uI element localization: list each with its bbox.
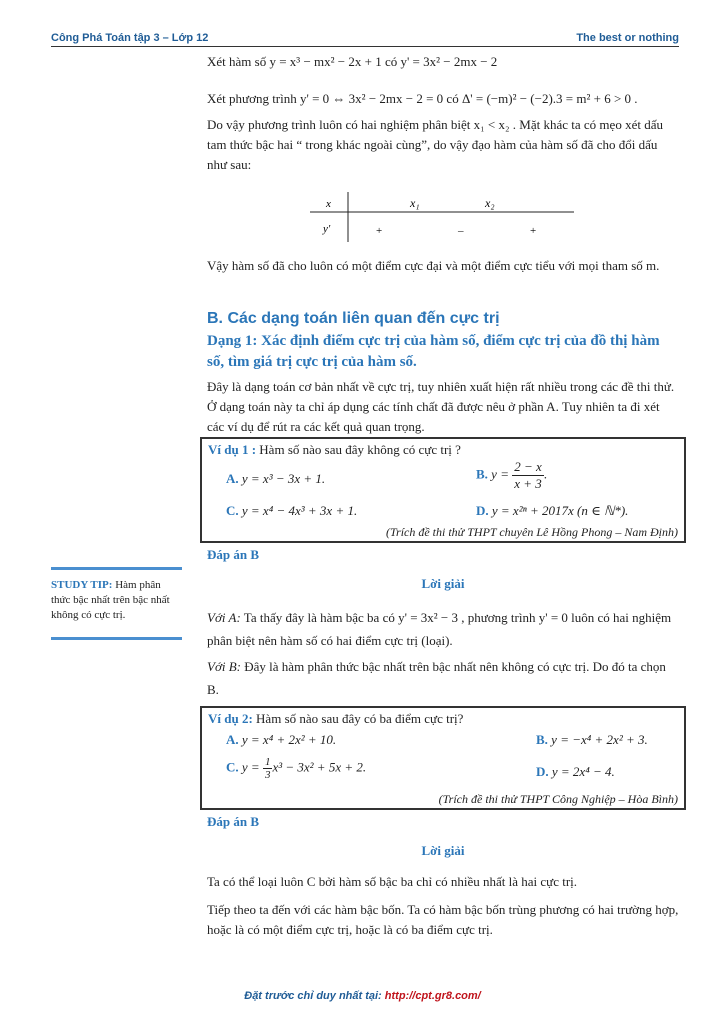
solution-1-heading: Lời giải — [421, 576, 465, 591]
solution-1-lead-b: Với B: — [207, 659, 242, 674]
conclusion-text: Vậy hàm số đã cho luôn có một điểm cực đại và một điểm cực tiểu với mọi tham số m. — [207, 258, 660, 273]
study-tip-label: STUDY TIP: — [51, 579, 113, 591]
dang-1-heading: Dạng 1: Xác định điểm cực trị của hàm số, điểm cực trị của đồ thị hàm số, tìm giá trị cực trị của hàm số. — [207, 333, 660, 370]
solution-1-paragraph-2 — [207, 655, 679, 701]
option-b-text: y = −x⁴ + 2x² + 3. — [551, 732, 648, 747]
option-b-numerator: 2 − x — [514, 459, 542, 474]
option-a-text: y = x⁴ + 2x² + 10. — [241, 732, 337, 747]
example-1-option-c — [226, 503, 357, 519]
sign-table-x-label: x — [326, 198, 331, 210]
footer-lead: Đặt trước chỉ duy nhất tại: — [244, 990, 382, 1002]
solution-1-paragraph-1 — [207, 606, 679, 652]
example-1-option-b — [476, 459, 547, 492]
study-tip-bottom-bar — [51, 637, 182, 640]
sign-table-sign-1: + — [376, 225, 383, 237]
header-book-title: Công Phá Toán tập 3 – Lớp 12 — [51, 32, 209, 44]
option-c-label: C. — [226, 503, 239, 518]
option-a-label: A. — [226, 732, 239, 747]
example-2-source: (Trích đề thi thử THPT Công Nghiệp – Hòa Bình) — [438, 792, 678, 806]
footer — [0, 990, 725, 1002]
study-tip — [51, 578, 176, 623]
example-2-option-d — [536, 764, 615, 780]
sign-table — [310, 192, 580, 242]
example-2-option-a — [226, 732, 336, 748]
section-b-heading: B. Các dạng toán liên quan đến cực trị — [207, 310, 500, 327]
example-1-box — [200, 437, 686, 543]
sign-table-x1: x₁ — [410, 196, 420, 210]
solution-1-text-a: Ta thấy đây là hàm bậc ba có y' = 3x² − 3 , phương trình y' = 0 luôn có hai nghiệm phân biệt nên hàm số có hai điểm cực trị (loại). — [207, 610, 672, 648]
footer-link[interactable]: http://cpt.gr8.com/ — [384, 990, 481, 1002]
sign-table-yprime-label: y' — [323, 223, 331, 235]
solution-1-lead-a: Với A: — [207, 610, 241, 625]
answer-2: Đáp án B — [207, 814, 260, 829]
sign-table-sign-3: + — [530, 225, 537, 237]
example-2-question-row — [208, 711, 463, 727]
option-c-label: C. — [226, 759, 239, 775]
example-1-option-a — [226, 471, 325, 487]
sign-table-sign-2: – — [458, 225, 464, 237]
option-d-text: y = x²ⁿ + 2017x (n ∈ ℕ*). — [491, 503, 629, 518]
option-b-denominator: x + 3 — [514, 476, 542, 491]
option-c-fraction — [263, 756, 273, 781]
option-b-fraction — [512, 459, 544, 492]
example-1-title: Ví dụ 1 : — [208, 442, 257, 457]
option-c-numerator: 1 — [264, 756, 271, 768]
example-2-title: Ví dụ 2: — [208, 711, 253, 726]
solution-2-paragraph-1: Ta có thể loại luôn C bởi hàm số bậc ba chỉ có nhiều nhất là hai cực trị. — [207, 874, 578, 889]
option-c-text: y = x⁴ − 4x³ + 3x + 1. — [241, 503, 358, 518]
intro-line-1: Xét hàm số y = x³ − mx² − 2x + 1 có y' = 3x² − 2mx − 2 — [207, 54, 498, 69]
solution-2-heading: Lời giải — [421, 843, 465, 858]
option-c-prefix: y = — [241, 759, 260, 775]
dang-1-paragraph: Đây là dạng toán cơ bản nhất về cực trị, tuy nhiên xuất hiện rất nhiều trong các đề thi thử. Ở dạng toán này ta chỉ áp dụng các tính chất đã được nêu ở phần A. Tuy nhiên ta đi xét các ví dụ để rút ra các kết quả quan trọng. — [207, 379, 675, 434]
option-b-label: B. — [476, 466, 488, 482]
study-tip-text: Hàm phân thức bậc nhất trên bậc nhất không có cực trị. — [51, 579, 170, 621]
option-c-suffix: x³ − 3x² + 5x + 2. — [272, 759, 367, 775]
example-2-question: Hàm số nào sau đây có ba điểm cực trị? — [256, 711, 464, 726]
solution-1-text-b: Đây là hàm phân thức bậc nhất trên bậc nhất nên không có cực trị. Do đó ta chọn B. — [207, 659, 666, 697]
intro-line-2: Xét phương trình y' = 0 ⇔ 3x² − 2mx − 2 = 0 có Δ' = (−m)² − (−2).3 = m² + 6 > 0 . — [207, 91, 638, 106]
example-2-option-b — [536, 732, 648, 748]
option-b-prefix: y = — [491, 466, 509, 482]
option-d-label: D. — [476, 503, 489, 518]
answer-1: Đáp án B — [207, 547, 260, 562]
solution-2-paragraph-2: Tiếp theo ta đến với các hàm bậc bốn. Ta có hàm bậc bốn trùng phương có hai trường hợp, hoặc là có một điểm cực trị, hoặc là có ba điểm cực trị. — [207, 902, 679, 937]
intro-paragraph: Do vậy phương trình luôn có hai nghiệm phân biệt x₁ < x₂ . Mặt khác ta có mẹo xét dấu tam thức bậc hai “ trong khác ngoài cùng”, do vậy đạo hàm của hàm số đã cho đổi dấu như sau: — [207, 117, 663, 172]
example-1-source: (Trích đề thi thử THPT chuyên Lê Hồng Phong – Nam Định) — [386, 525, 678, 539]
option-b-suffix: . — [543, 466, 548, 482]
option-a-label: A. — [226, 471, 239, 486]
option-c-denominator: 3 — [264, 769, 271, 781]
option-d-text: y = 2x⁴ − 4. — [551, 764, 615, 779]
example-2-option-c — [226, 756, 366, 781]
header-slogan: The best or nothing — [576, 32, 679, 44]
option-a-text: y = x³ − 3x + 1. — [241, 471, 326, 486]
option-d-label: D. — [536, 764, 549, 779]
example-2-box — [200, 706, 686, 810]
example-1-question-row — [208, 442, 461, 458]
study-tip-top-bar — [51, 567, 182, 570]
option-b-label: B. — [536, 732, 548, 747]
sign-table-x2: x₂ — [485, 196, 495, 210]
example-1-option-d — [476, 503, 628, 519]
example-1-question: Hàm số nào sau đây không có cực trị ? — [259, 442, 461, 457]
header-divider — [51, 46, 679, 47]
